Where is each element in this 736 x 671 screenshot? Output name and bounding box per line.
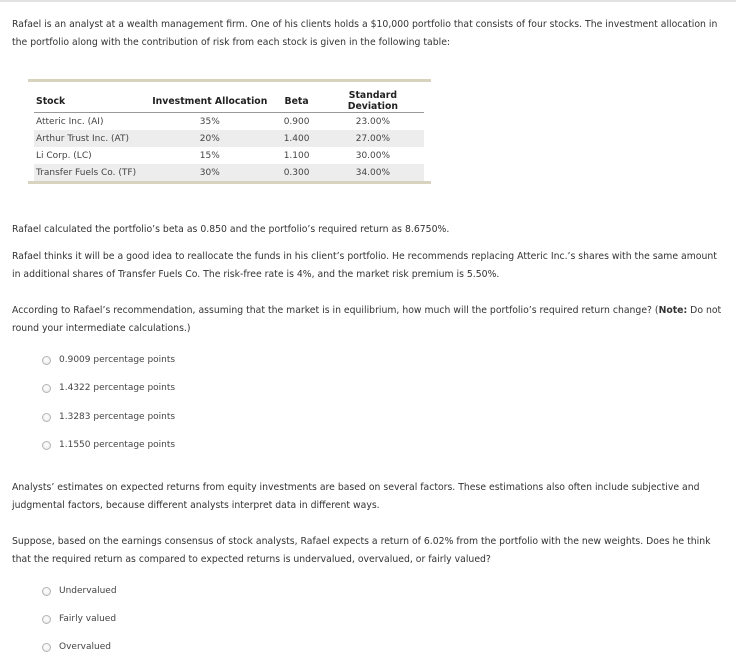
- cell-allocation: 30%: [148, 164, 271, 181]
- option-label: 0.9009 percentage points: [59, 355, 176, 365]
- table-row: [34, 164, 424, 181]
- cell-std-dev: 27.00%: [322, 130, 424, 147]
- top-divider: [0, 0, 736, 2]
- question-2-text: Suppose, based on the earnings consensus of stock analysts, Rafael expects a return of 6.02% from the portfolio with the new weights. Does he think that the required return as compared to expected returns is undervalued, overvalued, or fairly valued?: [12, 536, 711, 565]
- radio-button-icon[interactable]: [42, 384, 51, 393]
- q1-option-1[interactable]: [42, 352, 175, 368]
- cell-allocation: 15%: [199, 150, 220, 161]
- cell-stock: Atteric Inc. (AI): [36, 116, 104, 127]
- cell-std-dev: 34.00%: [322, 164, 424, 181]
- note-label: Note:: [658, 305, 688, 316]
- cell-allocation: 35%: [199, 116, 220, 127]
- table-row: [34, 113, 424, 131]
- cell-stock: Arthur Trust Inc. (AT): [34, 130, 148, 147]
- beta-calculation-text: Rafael calculated the portfolio’s beta as 0.850 and the portfolio’s required return as 8.6750%.: [12, 224, 450, 235]
- radio-button-icon[interactable]: [42, 413, 51, 422]
- cell-std-dev: 23.00%: [355, 116, 391, 127]
- col-header-allocation: Investment Allocation: [148, 90, 271, 113]
- stock-table: [34, 90, 424, 181]
- table-header-row: [34, 90, 424, 113]
- option-label: 1.4322 percentage points: [59, 383, 176, 393]
- radio-button-icon[interactable]: [42, 587, 51, 596]
- reallocation-paragraph: Rafael thinks it will be a good idea to reallocate the funds in his client’s portfolio. He recommends replacing Atteric Inc.’s shares with the same amount in additional shares of Transfer Fuels Co. The risk-free rate is 4%, and the market risk premium is 5.50%.: [12, 251, 717, 280]
- option-label: Fairly valued: [59, 614, 117, 624]
- question-1-body: According to Rafael’s recommendation, assuming that the market is in equilibrium, how much will the portfolio’s required return change? (: [12, 305, 659, 316]
- col-header-stock: Stock: [34, 90, 148, 113]
- radio-button-icon[interactable]: [42, 441, 51, 450]
- cell-beta: 1.100: [283, 150, 310, 161]
- col-header-std-dev: Standard Deviation: [322, 90, 424, 113]
- table-row: [34, 147, 424, 164]
- cell-stock: Li Corp. (LC): [36, 150, 92, 161]
- question-1-text: [12, 302, 722, 338]
- q2-option-undervalued[interactable]: [42, 583, 117, 599]
- intro-paragraph: Rafael is an analyst at a wealth management firm. One of his clients holds a $10,000 portfolio that consists of four stocks. The investment allocation in the portfolio along with the contribution of risk from each stock is given in the following table:: [12, 19, 718, 48]
- radio-button-icon[interactable]: [42, 356, 51, 365]
- option-label: 1.3283 percentage points: [59, 412, 176, 422]
- q1-option-2[interactable]: [42, 380, 175, 396]
- cell-beta: 0.300: [271, 164, 321, 181]
- q2-option-overvalued[interactable]: [42, 639, 111, 655]
- q1-option-3[interactable]: [42, 409, 175, 425]
- stock-table-container: [28, 79, 431, 184]
- radio-button-icon[interactable]: [42, 643, 51, 652]
- col-header-beta: Beta: [271, 90, 321, 113]
- cell-beta: 1.400: [271, 130, 321, 147]
- option-label: Undervalued: [59, 586, 117, 596]
- analysts-paragraph: Analysts’ estimates on expected returns from equity investments are based on several factors. These estimations also often include subjective and judgmental factors, because different analysts interpret data in different ways.: [12, 482, 700, 511]
- cell-std-dev: 30.00%: [355, 150, 391, 161]
- q1-option-4[interactable]: [42, 437, 175, 453]
- option-label: Overvalued: [59, 642, 111, 652]
- option-label: 1.1550 percentage points: [59, 440, 176, 450]
- q2-option-fairly-valued[interactable]: [42, 611, 116, 627]
- note-text: Do not round your intermediate calculations.): [12, 305, 722, 334]
- radio-button-icon[interactable]: [42, 615, 51, 624]
- cell-beta: 0.900: [283, 116, 310, 127]
- cell-allocation: 20%: [148, 130, 271, 147]
- table-row: [34, 130, 424, 147]
- cell-stock: Transfer Fuels Co. (TF): [34, 164, 148, 181]
